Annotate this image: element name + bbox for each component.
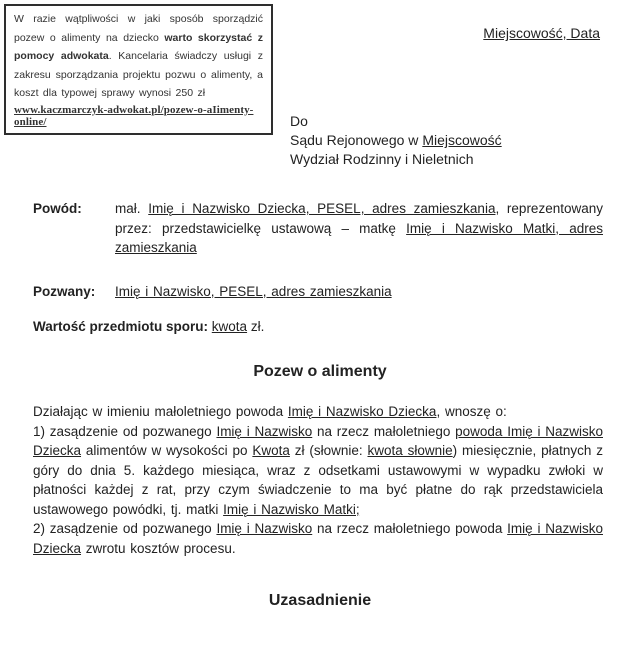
dispute-value-label: Wartość przedmiotu sporu: <box>33 319 209 334</box>
plaintiff-label: Powód: <box>33 201 82 216</box>
parties-block <box>33 199 603 337</box>
court-address-block <box>290 112 502 169</box>
court-address-line-division: Wydział Rodzinny i Nieletnich <box>290 151 474 167</box>
attorney-ad-box <box>4 4 273 135</box>
petition-claim-1: 1) zasądzenie od pozwanego Imię i Nazwisko na rzecz małoletniego powoda Imię i Nazwisko Dziecka alimentów w wysokości po Kwota zł (słownie: kwota słownie) miesięcznie, płatnych z góry do dnia 5. każdego miesiąca, wraz z odsetkami ustawowymi w wypadku zwłoki w płatności każdej z rat, przy czym świadczenie to ma być płatne do rąk przedstawiciela ustawowego powódki, tj. matki Imię i Nazwisko Matki; <box>33 423 604 517</box>
defendant-row <box>33 282 603 302</box>
plaintiff-details: mał. Imię i Nazwisko Dziecka, PESEL, adres zamieszkania, reprezentowany przez: przedstawicielkę ustawową – matkę Imię i Nazwisko Matki, adres zamieszkania <box>115 201 603 255</box>
place-date-placeholder: Miejscowość, Data <box>483 25 600 41</box>
justification-heading: Uzasadnienie <box>268 592 372 609</box>
dispute-value-text: kwota zł. <box>211 319 265 334</box>
petition-body <box>33 402 603 558</box>
document-title: Pozew o alimenty <box>253 363 387 380</box>
court-address-line-court: Sądu Rejonowego w Miejscowość <box>290 132 502 148</box>
petition-intro: Działając w imieniu małoletniego powoda Imię i Nazwisko Dziecka, wnoszę o: <box>33 404 507 419</box>
plaintiff-row <box>33 199 603 258</box>
attorney-ad-text: W razie wątpliwości w jaki sposób sporządzić pozew o alimenty na dziecko warto skorzystać z pomocy adwokata. Kancelaria świadczy usługi z zakresu sporządzania projektu pozwu o alimenty, a koszt dla typowej sprawy wynosi 250 zł <box>14 13 264 99</box>
dispute-value-line <box>33 317 603 337</box>
petition-claim-2: 2) zasądzenie od pozwanego Imię i Nazwisko na rzecz małoletniego powoda Imię i Nazwisko Dziecka zwrotu kosztów procesu. <box>33 521 603 556</box>
defendant-details: Imię i Nazwisko, PESEL, adres zamieszkania <box>115 283 392 299</box>
defendant-label: Pozwany: <box>33 283 96 299</box>
attorney-ad-link[interactable]: www.kaczmarczyk-adwokat.pl/pozew-o-aIimenty-online/ <box>14 103 254 128</box>
court-address-line-to: Do <box>290 113 308 129</box>
